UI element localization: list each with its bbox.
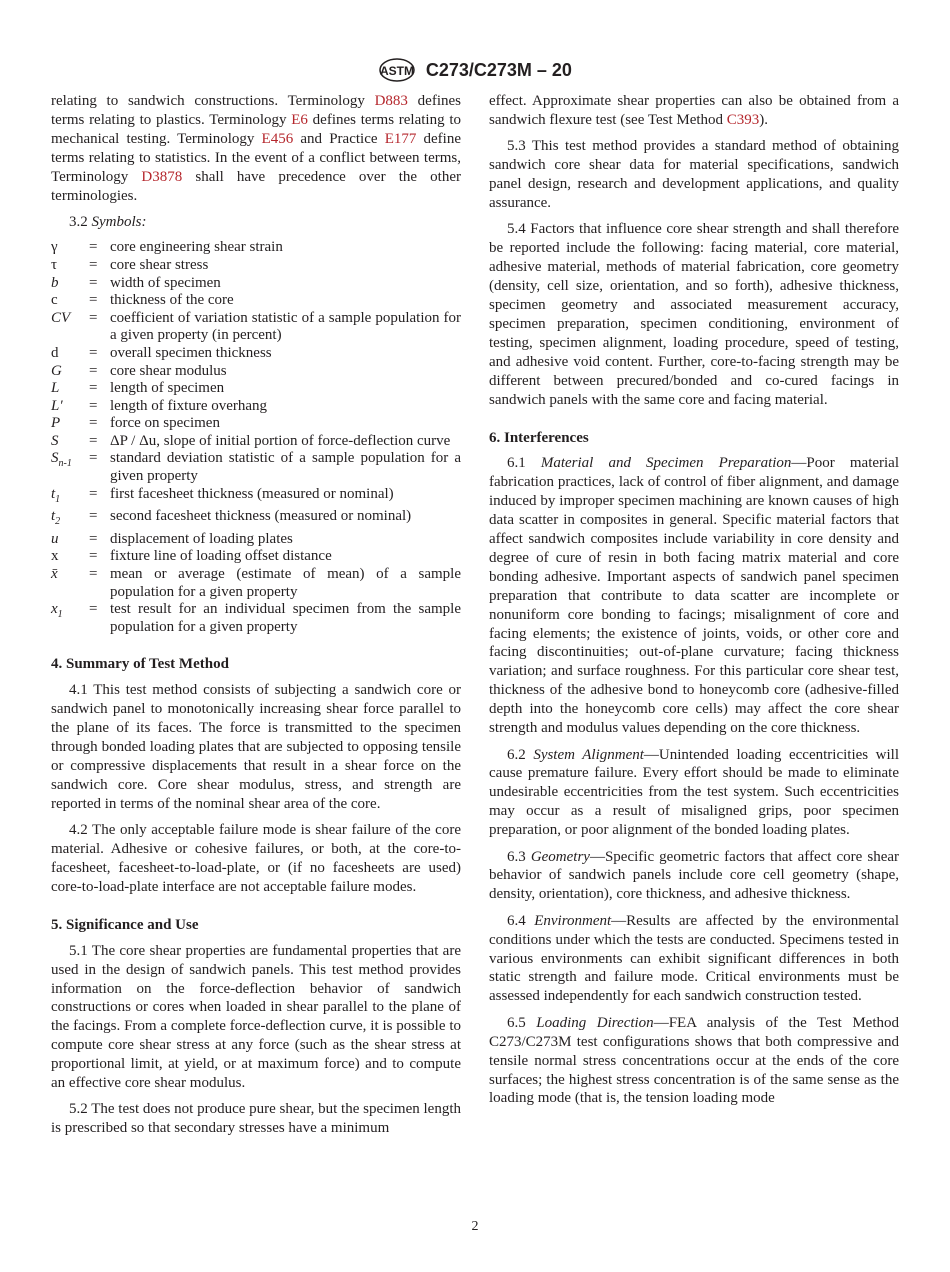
text-run: —Results are affected by the environmental conditions under which the tests are conducted. Specimens tested in various environments can exhibit significant differences in both static strength and failure mode. Critical environments must be assessed independently for each sandwich construction tested.: [489, 912, 900, 1005]
symbol-row: [51, 363, 461, 381]
equals-sign: =: [89, 566, 98, 583]
section-3-2: [51, 213, 461, 232]
equals-sign: =: [89, 292, 98, 309]
left-column: [51, 92, 461, 1146]
section-6-5: [489, 1014, 899, 1109]
section-6-4: [489, 912, 899, 1007]
symbol: [51, 363, 89, 381]
equals-sign: =: [89, 239, 98, 256]
heading-interferences: 6. Interferences: [489, 429, 589, 446]
symbol-description: thickness of the core: [110, 292, 234, 309]
text-run: —Specific geometric factors that affect core shear behavior of sandwich panels include core cell geometry (shape, density, orientation), core thickness, and adhesive thickness.: [489, 848, 900, 903]
symbol-glyph: x: [51, 601, 58, 618]
symbol-description: width of specimen: [110, 274, 221, 291]
symbol-glyph: γ: [51, 239, 58, 256]
symbol-glyph: S: [51, 450, 59, 467]
reference-link[interactable]: C393: [726, 111, 760, 128]
symbol: [51, 531, 89, 549]
text-run: 6.5: [507, 1014, 537, 1031]
symbols-list: [51, 239, 461, 636]
section-5-3: [489, 137, 899, 213]
symbol: [51, 566, 89, 601]
text-run: 5.4 Factors that influence core shear strength and shall therefore be reported include the following: facing material, core material, adhesive material, methods of material fabrication, core geometry (density, cell size, orientation, and so forth), adhesive thickness, specimen geometry and associated measurement accuracy, specimen preparation, specimen conditioning, environment of testing, specimen alignment, loading procedure, speed of testing, and adhesive void content. Further, core-to-facing strength may be different between precured/bonded and co-cured facings in sandwich panels with the same core and facing material.: [489, 221, 899, 408]
symbol: [51, 486, 89, 509]
text-run: 4.2 The only acceptable failure mode is shear failure of the core material. Adhesive or cohesive failures, or both, at the core-to-facesheet, facesheet-to-load-plate, or (if no facesheets are used) core-to-load-plate interface are not acceptable failure modes.: [51, 822, 461, 895]
symbol-row: [51, 486, 461, 509]
italic-run: Loading Direction: [536, 1014, 654, 1031]
text-run: 6.3: [507, 848, 531, 865]
section-5-1: [51, 942, 461, 1093]
section-6-1: [489, 454, 899, 738]
text-run: relating to sandwich constructions. Terminology: [51, 93, 375, 109]
symbol: [51, 310, 89, 345]
heading-significance-and-use: 5. Significance and Use: [51, 916, 199, 933]
equals-sign: =: [89, 362, 98, 379]
symbol: [51, 239, 89, 257]
symbol-row: [51, 415, 461, 433]
equals-sign: =: [89, 309, 98, 326]
section-4-1: [51, 681, 461, 813]
symbol-glyph: G: [51, 362, 62, 379]
symbol-description: ΔP / Δu, slope of initial portion of force-deflection curve: [110, 432, 451, 449]
symbol-subscript: n-1: [58, 458, 72, 470]
symbol-row: [51, 450, 461, 485]
symbol-glyph: x: [51, 548, 59, 565]
text-run: 5.3 This test method provides a standard method of obtaining sandwich core shear data for material specifications, sandwich panel design, research and development applications, and quality assurance.: [489, 138, 899, 212]
symbol-glyph: L: [51, 380, 60, 397]
symbol-row: [51, 292, 461, 310]
italic-run: Symbols:: [91, 213, 147, 230]
equals-sign: =: [89, 601, 98, 618]
symbol: [51, 398, 89, 416]
symbol-description: length of specimen: [110, 380, 225, 397]
symbol-row: [51, 548, 461, 566]
symbol-row: [51, 566, 461, 601]
symbol-description: standard deviation statistic of a sample population for a given property: [110, 450, 461, 485]
text-run: —Poor material fabrication practices, lack of control of fiber alignment, and damage induced by improper specimen machining are known causes of high data scatter in composites in general. Specific material factors that affect sandwich composites include variability in core density and degree of cure of resin in both facing matrix material and core bonding adhesive. Important aspects of sandwich panel specimen preparation that contribute to data scatter are incomplete or nonuniform core bonding to facings; misalignment of core and facing elements; the existence of joints, voids, or other core and facing discontinuities; out-of-plane curvature; facing thickness variation; and surface roughness. For this particular core shear test, thickness of the adhesive bond to honeycomb core (adhesive-filled depth into the honeycomb core cells) may affect the core shear strength and modulus values depending on the core thickness.: [489, 455, 900, 737]
equals-sign: =: [89, 344, 98, 361]
svg-text:ASTM: ASTM: [380, 64, 415, 78]
symbol: [51, 345, 89, 363]
symbol: [51, 433, 89, 451]
text-run: —Unintended loading eccentricities will cause premature failure. Every effort should be made to eliminate undesirable eccentricities from the test system. Such eccentricities may occur as a result of misaligned grips, poor specimen preparation, or poor alignment of the bonded loading plates.: [489, 746, 899, 839]
right-column: [489, 92, 899, 1116]
symbol-row: [51, 398, 461, 416]
text-run: 6.4: [507, 912, 535, 929]
text-run: and Practice: [293, 130, 385, 147]
section-5-2: [51, 1100, 461, 1138]
astm-logo-icon: [378, 57, 416, 83]
text-run: ).: [759, 111, 769, 128]
symbol-description: length of fixture overhang: [110, 397, 268, 414]
equals-sign: =: [89, 508, 98, 525]
equals-sign: =: [89, 397, 98, 414]
symbol: [51, 548, 89, 566]
equals-sign: =: [89, 450, 98, 467]
symbol: [51, 275, 89, 293]
equals-sign: =: [89, 530, 98, 547]
italic-run: Geometry: [530, 848, 590, 865]
symbol-row: [51, 508, 461, 531]
symbol-description: core shear stress: [110, 256, 209, 273]
text-run: shall have precedence over the other terminologies.: [51, 168, 461, 204]
document-designation: C273/C273M – 20: [425, 59, 572, 80]
symbol-description: test result for an individual specimen from the sample population for a given property: [110, 601, 461, 635]
symbol: [51, 380, 89, 398]
equals-sign: =: [89, 548, 98, 565]
symbol-subscript: 1: [55, 493, 61, 505]
text-run: 5.1 The core shear properties are fundamental properties that are used in the design of sandwich panels. This test method provides information on the force-deflection behavior of sandwich constructions or cores when loaded in shear parallel to the plane of the facings. From a complete force-deflection curve, it is possible to compute core shear stress at any force (such as the shear stress at proportional limit, at yield, or at maximum force) and to compute an effective core shear modulus.: [51, 942, 461, 1092]
symbol-glyph: τ: [51, 256, 58, 273]
symbol-glyph: u: [51, 530, 59, 547]
symbol-description: fixture line of loading offset distance: [110, 548, 332, 565]
symbol-glyph: CV: [51, 309, 71, 326]
symbol-glyph: c: [51, 292, 58, 309]
symbol-row: [51, 380, 461, 398]
italic-run: Environment: [534, 912, 612, 929]
symbol: [51, 292, 89, 310]
equals-sign: =: [89, 274, 98, 291]
section-4-2: [51, 821, 461, 897]
symbol-row: [51, 275, 461, 293]
symbol-glyph: S: [51, 432, 59, 449]
symbol-glyph: L′: [51, 397, 63, 414]
symbol: [51, 257, 89, 275]
symbol-glyph: x̄: [51, 566, 58, 583]
text-run: 6.1: [507, 455, 541, 472]
symbol-description: overall specimen thickness: [110, 344, 272, 361]
symbol-description: core shear modulus: [110, 362, 227, 379]
text-run: defines terms relating to mechanical testing. Terminology: [51, 111, 461, 147]
symbol: [51, 450, 89, 485]
symbol-glyph: d: [51, 344, 59, 361]
equals-sign: =: [89, 485, 98, 502]
reference-link[interactable]: D3878: [141, 168, 183, 185]
symbol-row: [51, 310, 461, 345]
symbol-row: [51, 433, 461, 451]
text-run: 3.2: [69, 213, 92, 230]
symbol: [51, 508, 89, 531]
text-run: 6.2: [507, 746, 534, 763]
page-number: 2: [471, 1219, 479, 1234]
section-6-3: [489, 848, 899, 905]
symbol-row: [51, 239, 461, 257]
symbol-description: first facesheet thickness (measured or nominal): [110, 485, 394, 502]
equals-sign: =: [89, 380, 98, 397]
text-run: 4.1 This test method consists of subjecting a sandwich core or sandwich panel to monotonically increasing shear force parallel to the plane of its faces. The force is transmitted to the specimen through bonded loading plates that are subjected to opposing tensile or compressive displacements that result in a shear force on the sandwich core. Core shear modulus, stress, and strength are reported in terms of the nominal shear area of the core.: [51, 682, 461, 812]
reference-link[interactable]: E456: [261, 130, 294, 147]
symbol-row: [51, 531, 461, 549]
symbol: [51, 415, 89, 433]
symbol-glyph: P: [51, 415, 61, 432]
section-6-2: [489, 746, 899, 841]
equals-sign: =: [89, 432, 98, 449]
symbol-description: coefficient of variation statistic of a sample population for a given property (in percent): [110, 309, 461, 344]
symbol-description: force on specimen: [110, 415, 220, 432]
symbol-description: second facesheet thickness (measured or nominal): [110, 508, 412, 525]
symbol-description: core engineering shear strain: [110, 239, 283, 256]
text-run: 5.2 The test does not produce pure shear, but the specimen length is prescribed so that secondary stresses have a minimum: [51, 1101, 461, 1137]
symbol-subscript: 2: [55, 516, 61, 528]
text-run: define terms relating to statistics. In the event of a conflict between terms, Terminology: [51, 130, 462, 185]
heading-summary-of-test-method: 4. Summary of Test Method: [51, 656, 229, 673]
symbol: [51, 601, 89, 636]
symbol-glyph: t: [51, 485, 56, 502]
reference-link[interactable]: E6: [291, 111, 308, 128]
reference-link[interactable]: E177: [384, 130, 417, 147]
italic-run: System Alignment: [533, 746, 644, 763]
symbol-subscript: 1: [57, 609, 63, 621]
equals-sign: =: [89, 256, 98, 273]
section-5-2-continued: [489, 92, 899, 130]
section-5-4: [489, 220, 899, 409]
equals-sign: =: [89, 415, 98, 432]
symbol-glyph: b: [51, 274, 59, 291]
terminology-paragraph: [51, 92, 461, 205]
symbol-row: [51, 345, 461, 363]
page-header: [0, 57, 950, 83]
symbol-row: [51, 601, 461, 636]
text-run: effect. Approximate shear properties can also be obtained from a sandwich flexure test (see Test Method: [489, 93, 899, 128]
symbol-description: displacement of loading plates: [110, 530, 293, 547]
symbol-glyph: t: [51, 508, 56, 525]
text-run: —FEA analysis of the Test Method C273/C273M test configurations shows that both compressive and tensile normal stress concentrations occur at the ends of the core surfaces; the highest stress concentration is of the same sense as the loading mode (that is, the tension loading mode: [489, 1014, 899, 1107]
reference-link[interactable]: D883: [374, 93, 408, 109]
italic-run: Material and Specimen Preparation: [540, 455, 792, 472]
symbol-description: mean or average (estimate of mean) of a sample population for a given property: [110, 566, 461, 600]
text-run: defines terms relating to plastics. Terminology: [51, 93, 461, 128]
symbol-row: [51, 257, 461, 275]
